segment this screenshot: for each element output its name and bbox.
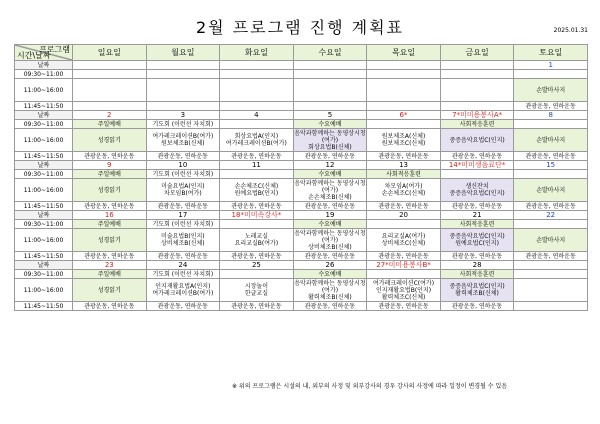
date-cell: 23: [73, 261, 147, 270]
program-cell: 사회적응훈련: [440, 270, 514, 279]
program-cell: [293, 79, 367, 102]
program-cell: 시장놀이 한글교실: [220, 279, 294, 302]
program-cell: 관광운동, 연하운동: [146, 152, 220, 161]
program-cell: [220, 102, 294, 111]
date-cell: 1: [514, 61, 588, 70]
exercise-row: [15, 202, 588, 211]
date-cell: 17: [146, 211, 220, 220]
corner-label-program: 프로그램: [39, 45, 70, 54]
program-cell: 관광운동, 연하운동: [146, 302, 220, 311]
time-label: 날짜: [15, 261, 73, 270]
program-cell: 성경읽기: [73, 179, 147, 202]
program-cell: [367, 79, 441, 102]
date-cell: 6*: [367, 111, 441, 120]
program-cell: 인지재활요법A(인지) 여가레크레이션B(여가): [146, 279, 220, 302]
time-label: 11:45~11:50: [15, 102, 73, 111]
date-cell: 27*미미용봉사B*: [367, 261, 441, 270]
time-label: 11:00~16:00: [15, 79, 73, 102]
program-cell: [514, 279, 588, 302]
date-cell: 2: [73, 111, 147, 120]
day-header-row: [15, 45, 588, 61]
program-cell: 손발마사지: [514, 79, 588, 102]
program-cell: 관광운동, 연하운동: [440, 152, 514, 161]
exercise-row: [15, 252, 588, 261]
program-cell: [220, 120, 294, 129]
time-label: 09:30~11:00: [15, 270, 73, 279]
date-cell: [146, 61, 220, 70]
exercise-row: [15, 102, 588, 111]
time-label: 날짜: [15, 61, 73, 70]
date-cell: 7*미미용봉사A*: [440, 111, 514, 120]
program-cell: 성경읽기: [73, 229, 147, 252]
program-cell: [220, 79, 294, 102]
program-cell: 관광운동, 연하운동: [146, 202, 220, 211]
program-cell: [220, 70, 294, 79]
program-cell: [146, 70, 220, 79]
program-cell: 관광운동, 연하운동: [220, 202, 294, 211]
program-cell: 관광운동, 연하운동: [220, 152, 294, 161]
date-cell: [220, 61, 294, 70]
program-cell: 기도회 (이런선 자치회): [146, 120, 220, 129]
time-label: 날짜: [15, 211, 73, 220]
program-cell: 손손체조C(신체) 원예요법B(인지): [220, 179, 294, 202]
program-cell: 여가레크레이션B(여가) 원보체조B(신체): [146, 129, 220, 152]
program-cell: [440, 79, 514, 102]
program-cell: [440, 102, 514, 111]
program-cell: 음악과함께하는 동영상시청(여가) 손손체조B(신체): [294, 179, 366, 201]
program-cell: 관광운동, 연하운동: [73, 302, 147, 311]
date-cell: [440, 61, 514, 70]
time-label: 11:00~16:00: [15, 129, 73, 152]
program-cell: 관광운동, 연하운동: [514, 152, 588, 161]
program-cell: 관광운동, 연하운동: [440, 302, 514, 311]
program-cell: 관광운동, 연하운동: [146, 252, 220, 261]
exercise-row: [15, 302, 588, 311]
program-cell: [73, 70, 147, 79]
program-cell: [293, 102, 367, 111]
day-header: 일요일: [73, 45, 147, 61]
footnote: ※ 위의 프로그램은 시설의 내, 외부의 사정 및 외부강사의 경우 강사의 사정에 따라 일정이 변경될 수 있음: [232, 383, 508, 390]
date-cell: 9: [73, 161, 147, 170]
date-cell: 5: [293, 111, 367, 120]
program-cell: 사회적응훈련: [440, 120, 514, 129]
time-label: 날짜: [15, 111, 73, 120]
date-cell: 25: [220, 261, 294, 270]
program-cell: 관광운동, 연하운동: [367, 302, 441, 311]
schedule-table: [14, 44, 588, 311]
date-cell: 21: [440, 211, 514, 220]
program-cell: 수요예배: [293, 220, 367, 229]
program-cell: 성경읽기: [73, 279, 147, 302]
program-cell: 관광운동, 연하운동: [440, 202, 514, 211]
schedule-body: [15, 61, 588, 311]
time-label: 09:30~11:00: [15, 70, 73, 79]
morning-row: [15, 170, 588, 179]
program-cell: 관광운동, 연하운동: [73, 252, 147, 261]
date-cell: 11: [220, 161, 294, 170]
program-cell: 기도회 (이런선 자치회): [146, 170, 220, 179]
daytime-row: [15, 229, 588, 252]
program-cell: 여가레크레이션C(여가) 인지재활요법B(인지) 활력체조C(신체): [367, 279, 441, 302]
program-cell: 수요예배: [293, 270, 367, 279]
program-cell: [367, 270, 441, 279]
date-cell: 10: [146, 161, 220, 170]
program-cell: [146, 79, 220, 102]
program-cell: 요리교실A(여가) 상비체조C(신체): [367, 229, 441, 252]
program-cell: [514, 70, 588, 79]
day-header: 월요일: [146, 45, 220, 61]
corner-cell: [15, 45, 73, 61]
page-title: 2월 프로그램 진행 계획표: [196, 18, 404, 37]
date-cell: [514, 261, 588, 270]
time-label: 09:30~11:00: [15, 170, 73, 179]
program-cell: 차모임A(여가) 손손체조C(신체): [367, 179, 441, 202]
time-label: 11:45~11:50: [15, 152, 73, 161]
program-cell: [220, 270, 294, 279]
program-cell: 손발마사지: [514, 179, 588, 202]
program-cell: 미술요법B(인지) 상비체조B(신체): [146, 229, 220, 252]
program-cell: 사회적응훈련: [367, 170, 441, 179]
program-cell: 관광운동, 연하운동: [514, 202, 588, 211]
program-cell: 관광운동, 연하운동: [293, 152, 367, 161]
date-cell: 24: [146, 261, 220, 270]
date-row: [15, 61, 588, 70]
program-cell: 음악과함께하는 동영상시청(여가) 회상요법B(신체): [294, 129, 366, 151]
program-cell: 관광운동, 연하운동: [367, 252, 441, 261]
program-cell: 관광운동, 연하운동: [367, 152, 441, 161]
day-header: 목요일: [367, 45, 441, 61]
program-cell: 노래교실 요리교실B(여가): [220, 229, 294, 252]
corner-label-time: 시간\날짜: [17, 51, 51, 60]
program-cell: [514, 120, 588, 129]
program-cell: 중증음악요법C(인지): [440, 129, 514, 152]
time-label: 11:45~11:50: [15, 302, 73, 311]
program-cell: 사회적응훈련: [440, 220, 514, 229]
program-cell: 음악과함께하는 동영상시청(여가) 활력체조B(신체): [294, 279, 366, 301]
program-cell: 주일예배: [73, 270, 147, 279]
program-cell: 관광운동, 연하운동: [73, 202, 147, 211]
program-cell: 관광운동, 연하운동: [293, 252, 367, 261]
morning-row: [15, 270, 588, 279]
program-cell: 주일예배: [73, 170, 147, 179]
date-row: [15, 211, 588, 220]
program-cell: [293, 70, 367, 79]
program-cell: 손발마사지: [514, 129, 588, 152]
program-cell: [367, 102, 441, 111]
date-cell: 18*미미속강사*: [220, 211, 294, 220]
program-cell: 주일예배: [73, 220, 147, 229]
program-cell: [514, 302, 588, 311]
day-header: 금요일: [440, 45, 514, 61]
program-cell: [514, 170, 588, 179]
time-label: 날짜: [15, 161, 73, 170]
exercise-row: [15, 152, 588, 161]
program-cell: 회상요법A(인지) 여가레크레이션B(여가): [220, 129, 294, 152]
date-row: [15, 111, 588, 120]
daytime-row: [15, 279, 588, 302]
date-cell: 22: [514, 211, 588, 220]
program-cell: 기도회 (이런선 자치회): [146, 220, 220, 229]
program-cell: 중증음악요법C(인지) 원예요법C(인지): [440, 229, 514, 252]
program-cell: 음악과함께하는 동영상시청(여가) 상비체조B(신체): [294, 229, 366, 251]
program-cell: 수요예배: [293, 120, 367, 129]
program-cell: 관광운동, 연하운동: [220, 302, 294, 311]
program-cell: 손발마사지: [514, 229, 588, 252]
program-cell: [514, 270, 588, 279]
program-cell: 원보체조A(신체) 원보체조C(신체): [367, 129, 441, 152]
program-cell: 미술요법A(인지) 차모임B(여가): [146, 179, 220, 202]
program-cell: 생신잔치 중증음악요법C(인지): [440, 179, 514, 202]
program-cell: [440, 170, 514, 179]
program-cell: 관광운동, 연하운동: [514, 252, 588, 261]
program-cell: 중증음악요법C(인지) 활력체조B(신체): [440, 279, 514, 302]
date-cell: 13: [367, 161, 441, 170]
date-row: [15, 261, 588, 270]
daytime-row: [15, 179, 588, 202]
time-label: 09:30~11:00: [15, 120, 73, 129]
daytime-row: [15, 79, 588, 102]
date-cell: 16: [73, 211, 147, 220]
program-cell: [220, 220, 294, 229]
time-label: 11:00~16:00: [15, 229, 73, 252]
program-cell: 관광운동, 연하운동: [514, 102, 588, 111]
date-cell: 28: [440, 261, 514, 270]
date-cell: 8: [514, 111, 588, 120]
date-cell: [293, 61, 367, 70]
program-cell: 관광운동, 연하운동: [220, 252, 294, 261]
time-label: 11:45~11:50: [15, 252, 73, 261]
day-header: 수요일: [293, 45, 367, 61]
day-header: 화요일: [220, 45, 294, 61]
date-cell: 19: [293, 211, 367, 220]
date-cell: 12: [293, 161, 367, 170]
program-cell: 관광운동, 연하운동: [293, 202, 367, 211]
date-cell: [367, 61, 441, 70]
program-cell: 기도회 (이런선 자치회): [146, 270, 220, 279]
program-cell: [367, 220, 441, 229]
time-label: 11:45~11:50: [15, 202, 73, 211]
date-cell: 15: [514, 161, 588, 170]
program-cell: 관광운동, 연하운동: [293, 302, 367, 311]
program-cell: 관광운동, 연하운동: [367, 202, 441, 211]
program-cell: 수요예배: [293, 170, 367, 179]
program-cell: [220, 170, 294, 179]
time-label: 11:00~16:00: [15, 279, 73, 302]
program-cell: [73, 79, 147, 102]
program-cell: 관광운동, 연하운동: [440, 252, 514, 261]
program-cell: [514, 220, 588, 229]
program-cell: 주일예배: [73, 120, 147, 129]
morning-row: [15, 70, 588, 79]
program-cell: [367, 70, 441, 79]
program-cell: [440, 70, 514, 79]
document-date: 2025.01.31: [553, 27, 588, 34]
date-cell: 14*미미생음료단*: [440, 161, 514, 170]
program-cell: [73, 102, 147, 111]
program-cell: [367, 120, 441, 129]
morning-row: [15, 120, 588, 129]
program-cell: 관광운동, 연하운동: [73, 152, 147, 161]
date-cell: 4: [220, 111, 294, 120]
program-cell: 성경읽기: [73, 129, 147, 152]
date-cell: 3: [146, 111, 220, 120]
time-label: 11:00~16:00: [15, 179, 73, 202]
morning-row: [15, 220, 588, 229]
date-row: [15, 161, 588, 170]
program-cell: [146, 102, 220, 111]
daytime-row: [15, 129, 588, 152]
day-header: 토요일: [514, 45, 588, 61]
date-cell: [73, 61, 147, 70]
date-cell: 20: [367, 211, 441, 220]
time-label: 09:30~11:00: [15, 220, 73, 229]
date-cell: 26: [293, 261, 367, 270]
